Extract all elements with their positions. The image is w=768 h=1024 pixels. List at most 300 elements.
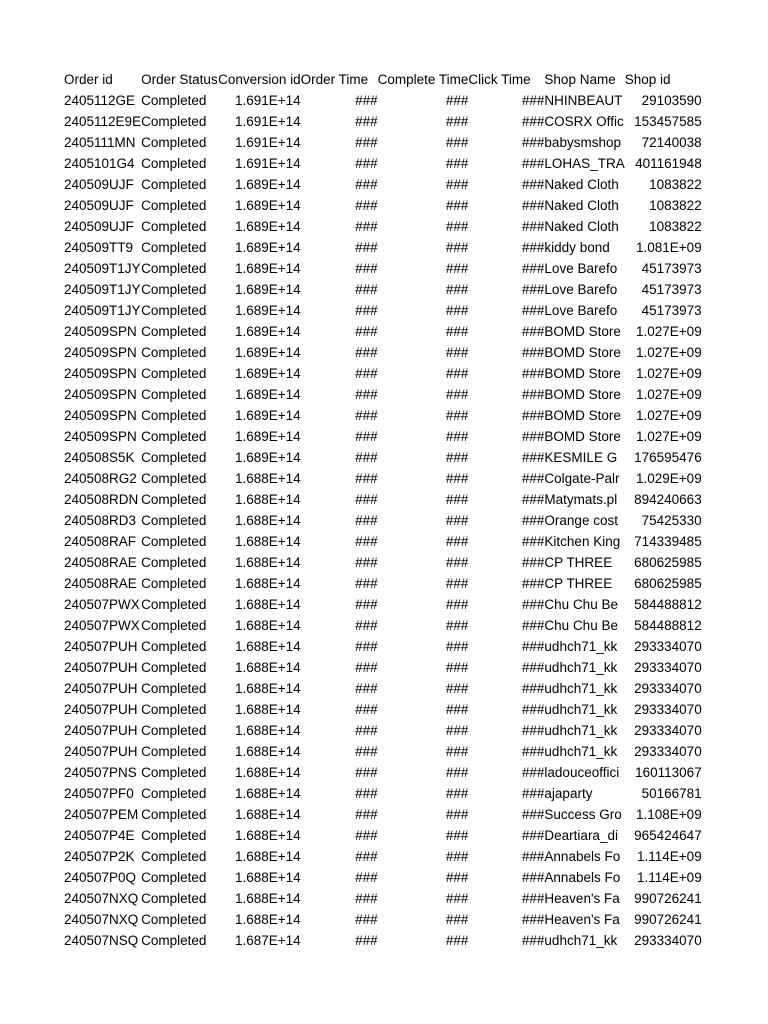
cell-conversion-id[interactable]: 1.688E+14 [234,597,301,612]
cell-complete-time[interactable]: ### [445,261,469,276]
cell-order-id[interactable]: 240508RDN [64,492,139,507]
cell-conversion-id[interactable]: 1.689E+14 [234,240,301,255]
cell-click-time[interactable]: ### [521,828,545,843]
cell-click-time[interactable]: ### [521,429,545,444]
cell-shop-id[interactable]: 1.027E+09 [636,387,702,402]
cell-order-status[interactable]: Completed [141,618,207,633]
cell-complete-time[interactable]: ### [445,240,469,255]
cell-complete-time[interactable]: ### [445,177,469,192]
cell-complete-time[interactable]: ### [445,450,469,465]
cell-shop-id[interactable]: 1.027E+09 [636,429,702,444]
cell-shop-id[interactable]: 176595476 [634,450,702,465]
cell-order-id[interactable]: 240509SPN [64,324,137,339]
cell-click-time[interactable]: ### [521,156,545,171]
cell-complete-time[interactable]: ### [445,702,469,717]
cell-shop-name[interactable]: Love Barefo [544,261,618,276]
cell-shop-name[interactable]: udhch71_kk [544,660,618,675]
cell-shop-id[interactable]: 45173973 [641,282,702,297]
cell-order-time[interactable]: ### [355,618,378,633]
cell-shop-name[interactable]: Naked Cloth [544,177,619,192]
cell-order-id[interactable]: 240509TT9 [64,240,134,255]
cell-shop-id[interactable]: 584488812 [634,597,702,612]
cell-order-status[interactable]: Completed [141,240,207,255]
cell-order-status[interactable]: Completed [141,534,207,549]
cell-complete-time[interactable]: ### [445,597,469,612]
cell-shop-id[interactable]: 1.027E+09 [636,366,702,381]
cell-order-time[interactable]: ### [355,282,378,297]
cell-order-time[interactable]: ### [355,870,378,885]
cell-shop-name[interactable]: Matymats.pl [544,492,618,507]
header-shop-id[interactable]: Shop id [624,72,671,87]
cell-shop-id[interactable]: 160113067 [635,765,702,780]
cell-order-status[interactable]: Completed [141,765,207,780]
cell-shop-id[interactable]: 1083822 [649,198,702,213]
cell-conversion-id[interactable]: 1.688E+14 [234,786,301,801]
cell-conversion-id[interactable]: 1.689E+14 [234,198,301,213]
cell-complete-time[interactable]: ### [445,198,469,213]
cell-shop-name[interactable]: udhch71_kk [544,744,618,759]
cell-order-status[interactable]: Completed [141,870,207,885]
cell-order-id[interactable]: 2405111MN [64,135,136,150]
cell-order-id[interactable]: 240509SPN [64,408,137,423]
cell-click-time[interactable]: ### [521,912,545,927]
cell-click-time[interactable]: ### [521,135,545,150]
cell-order-time[interactable]: ### [355,177,378,192]
cell-shop-id[interactable]: 293334070 [634,639,702,654]
cell-order-id[interactable]: 240507P4E [64,828,135,843]
cell-shop-id[interactable]: 72140038 [641,135,702,150]
cell-shop-id[interactable]: 153457585 [634,114,702,129]
cell-shop-id[interactable]: 50166781 [641,786,702,801]
cell-shop-name[interactable]: Colgate-Palr [544,471,620,486]
cell-conversion-id[interactable]: 1.689E+14 [234,408,301,423]
cell-order-status[interactable]: Completed [141,828,207,843]
cell-complete-time[interactable]: ### [445,303,469,318]
cell-order-time[interactable]: ### [355,219,378,234]
cell-order-time[interactable]: ### [355,912,378,927]
cell-shop-id[interactable]: 680625985 [634,555,702,570]
cell-order-time[interactable]: ### [355,702,378,717]
header-complete-time[interactable]: Complete Time [377,72,469,87]
cell-order-time[interactable]: ### [355,492,378,507]
cell-shop-name[interactable]: BOMD Store [544,408,621,423]
cell-order-status[interactable]: Completed [141,492,207,507]
cell-order-status[interactable]: Completed [141,597,207,612]
cell-shop-id[interactable]: 45173973 [641,303,702,318]
cell-shop-id[interactable]: 894240663 [634,492,702,507]
cell-shop-name[interactable]: CP THREE [544,576,613,591]
cell-complete-time[interactable]: ### [445,723,469,738]
cell-complete-time[interactable]: ### [445,345,469,360]
cell-conversion-id[interactable]: 1.689E+14 [234,261,301,276]
cell-order-id[interactable]: 240509T1JY [64,282,141,297]
cell-conversion-id[interactable]: 1.688E+14 [234,534,301,549]
cell-conversion-id[interactable]: 1.688E+14 [234,513,301,528]
cell-shop-name[interactable]: CP THREE [544,555,613,570]
cell-order-time[interactable]: ### [355,93,378,108]
cell-order-time[interactable]: ### [355,891,378,906]
cell-complete-time[interactable]: ### [445,492,469,507]
cell-click-time[interactable]: ### [521,219,545,234]
cell-conversion-id[interactable]: 1.688E+14 [234,723,301,738]
cell-complete-time[interactable]: ### [445,744,469,759]
cell-order-status[interactable]: Completed [141,198,207,213]
cell-shop-name[interactable]: BOMD Store [544,324,621,339]
cell-order-status[interactable]: Completed [141,513,207,528]
cell-order-status[interactable]: Completed [141,219,207,234]
cell-complete-time[interactable]: ### [445,387,469,402]
cell-order-status[interactable]: Completed [141,303,207,318]
header-order-id[interactable]: Order id [64,72,113,87]
cell-conversion-id[interactable]: 1.689E+14 [234,324,301,339]
cell-click-time[interactable]: ### [521,408,545,423]
cell-shop-id[interactable]: 1.027E+09 [636,324,702,339]
cell-order-time[interactable]: ### [355,576,378,591]
cell-shop-name[interactable]: BOMD Store [544,429,621,444]
cell-shop-name[interactable]: Annabels Fo [544,870,621,885]
cell-order-id[interactable]: 240507NSQ [64,933,139,948]
cell-shop-name[interactable]: BOMD Store [544,366,621,381]
cell-click-time[interactable]: ### [521,345,545,360]
cell-shop-name[interactable]: COSRX Offic [544,114,624,129]
cell-complete-time[interactable]: ### [445,786,469,801]
cell-order-status[interactable]: Completed [141,471,207,486]
cell-conversion-id[interactable]: 1.689E+14 [234,177,301,192]
cell-conversion-id[interactable]: 1.688E+14 [234,555,301,570]
cell-complete-time[interactable]: ### [445,618,469,633]
cell-order-time[interactable]: ### [355,156,378,171]
cell-order-id[interactable]: 240507PEM [64,807,139,822]
cell-order-id[interactable]: 240508RG2 [64,471,137,486]
cell-complete-time[interactable]: ### [445,660,469,675]
cell-order-status[interactable]: Completed [141,807,207,822]
cell-conversion-id[interactable]: 1.688E+14 [234,492,301,507]
header-order-time[interactable]: Order Time [300,72,369,87]
cell-order-time[interactable]: ### [355,240,378,255]
cell-shop-id[interactable]: 1.029E+09 [636,471,702,486]
cell-shop-id[interactable]: 680625985 [634,576,702,591]
cell-order-status[interactable]: Completed [141,114,207,129]
cell-shop-id[interactable]: 1.027E+09 [636,345,702,360]
cell-complete-time[interactable]: ### [445,807,469,822]
cell-order-id[interactable]: 240508S5K [64,450,135,465]
cell-order-id[interactable]: 240508RAE [64,576,137,591]
cell-shop-name[interactable]: KESMILE G [544,450,618,465]
cell-order-id[interactable]: 240509T1JY [64,303,141,318]
cell-order-id[interactable]: 240507PUH [64,639,138,654]
cell-shop-name[interactable]: Orange cost [544,513,618,528]
cell-shop-name[interactable]: Deartiara_di [544,828,618,843]
cell-shop-id[interactable]: 714339485 [634,534,702,549]
cell-shop-name[interactable]: udhch71_kk [544,723,618,738]
cell-click-time[interactable]: ### [521,324,545,339]
cell-order-time[interactable]: ### [355,366,378,381]
cell-order-id[interactable]: 240509UJF [64,219,134,234]
cell-shop-name[interactable]: Heaven's Fa [544,891,620,906]
cell-order-id[interactable]: 240509SPN [64,387,137,402]
cell-shop-id[interactable]: 965424647 [634,828,702,843]
cell-order-id[interactable]: 240507PWX [64,597,140,612]
cell-shop-id[interactable]: 293334070 [634,702,702,717]
cell-order-id[interactable]: 240507PNS [64,765,137,780]
cell-order-status[interactable]: Completed [141,282,207,297]
cell-shop-name[interactable]: Success Gro [544,807,622,822]
cell-order-id[interactable]: 240509SPN [64,429,137,444]
cell-order-time[interactable]: ### [355,681,378,696]
cell-complete-time[interactable]: ### [445,135,469,150]
cell-shop-name[interactable]: Love Barefo [544,282,618,297]
cell-complete-time[interactable]: ### [445,576,469,591]
cell-order-id[interactable]: 240508RD3 [64,513,137,528]
cell-complete-time[interactable]: ### [445,828,469,843]
cell-shop-id[interactable]: 1.027E+09 [636,408,702,423]
cell-conversion-id[interactable]: 1.689E+14 [234,387,301,402]
cell-order-id[interactable]: 240507NXQ [64,912,139,927]
cell-order-id[interactable]: 240507PUH [64,681,138,696]
cell-order-time[interactable]: ### [355,387,378,402]
cell-order-time[interactable]: ### [355,303,378,318]
cell-shop-name[interactable]: Annabels Fo [544,849,621,864]
cell-order-id[interactable]: 240507NXQ [64,891,139,906]
cell-shop-name[interactable]: Chu Chu Be [544,618,618,633]
cell-order-status[interactable]: Completed [141,177,207,192]
cell-complete-time[interactable]: ### [445,555,469,570]
cell-complete-time[interactable]: ### [445,534,469,549]
cell-click-time[interactable]: ### [521,366,545,381]
cell-order-time[interactable]: ### [355,933,378,948]
cell-shop-name[interactable]: udhch71_kk [544,681,618,696]
cell-order-time[interactable]: ### [355,408,378,423]
cell-click-time[interactable]: ### [521,723,545,738]
cell-order-status[interactable]: Completed [141,387,207,402]
cell-order-status[interactable]: Completed [141,786,207,801]
cell-order-status[interactable]: Completed [141,156,207,171]
cell-conversion-id[interactable]: 1.691E+14 [234,93,301,108]
cell-conversion-id[interactable]: 1.688E+14 [234,807,301,822]
cell-shop-name[interactable]: Kitchen King [544,534,621,549]
cell-complete-time[interactable]: ### [445,912,469,927]
cell-shop-id[interactable]: 293334070 [634,744,702,759]
cell-conversion-id[interactable]: 1.687E+14 [234,933,301,948]
cell-complete-time[interactable]: ### [445,471,469,486]
cell-order-id[interactable]: 240507P0Q [64,870,137,885]
cell-conversion-id[interactable]: 1.688E+14 [234,639,301,654]
cell-order-status[interactable]: Completed [141,849,207,864]
cell-order-id[interactable]: 240507PUH [64,723,138,738]
cell-click-time[interactable]: ### [521,576,545,591]
cell-click-time[interactable]: ### [521,681,545,696]
cell-click-time[interactable]: ### [521,282,545,297]
cell-order-time[interactable]: ### [355,324,378,339]
cell-click-time[interactable]: ### [521,492,545,507]
cell-order-time[interactable]: ### [355,513,378,528]
cell-click-time[interactable]: ### [521,471,545,486]
cell-click-time[interactable]: ### [521,534,545,549]
cell-order-time[interactable]: ### [355,198,378,213]
cell-click-time[interactable]: ### [521,765,545,780]
cell-shop-id[interactable]: 1.114E+09 [637,870,702,885]
cell-complete-time[interactable]: ### [445,366,469,381]
cell-click-time[interactable]: ### [521,891,545,906]
cell-click-time[interactable]: ### [521,93,545,108]
cell-click-time[interactable]: ### [521,849,545,864]
cell-order-time[interactable]: ### [355,429,378,444]
cell-complete-time[interactable]: ### [445,765,469,780]
cell-shop-name[interactable]: Love Barefo [544,303,618,318]
cell-order-id[interactable]: 240508RAE [64,555,137,570]
cell-order-time[interactable]: ### [355,660,378,675]
cell-shop-name[interactable]: Naked Cloth [544,219,619,234]
cell-shop-name[interactable]: Heaven's Fa [544,912,620,927]
cell-complete-time[interactable]: ### [445,408,469,423]
cell-shop-name[interactable]: ladouceoffici [544,765,620,780]
cell-conversion-id[interactable]: 1.689E+14 [234,303,301,318]
cell-order-id[interactable]: 240509UJF [64,198,134,213]
cell-conversion-id[interactable]: 1.689E+14 [234,429,301,444]
cell-order-time[interactable]: ### [355,345,378,360]
cell-conversion-id[interactable]: 1.689E+14 [234,282,301,297]
cell-complete-time[interactable]: ### [445,933,469,948]
cell-conversion-id[interactable]: 1.688E+14 [234,471,301,486]
cell-order-time[interactable]: ### [355,261,378,276]
cell-complete-time[interactable]: ### [445,156,469,171]
cell-shop-id[interactable]: 584488812 [634,618,702,633]
cell-conversion-id[interactable]: 1.688E+14 [234,618,301,633]
cell-order-id[interactable]: 240509UJF [64,177,134,192]
cell-click-time[interactable]: ### [521,660,545,675]
cell-conversion-id[interactable]: 1.688E+14 [234,765,301,780]
cell-shop-name[interactable]: udhch71_kk [544,639,618,654]
cell-order-status[interactable]: Completed [141,681,207,696]
cell-order-status[interactable]: Completed [141,345,207,360]
cell-order-status[interactable]: Completed [141,324,207,339]
cell-shop-id[interactable]: 45173973 [641,261,702,276]
cell-click-time[interactable]: ### [521,933,545,948]
cell-conversion-id[interactable]: 1.688E+14 [234,744,301,759]
cell-order-time[interactable]: ### [355,849,378,864]
cell-shop-id[interactable]: 401161948 [635,156,702,171]
cell-shop-id[interactable]: 1083822 [649,219,702,234]
cell-conversion-id[interactable]: 1.688E+14 [234,828,301,843]
cell-conversion-id[interactable]: 1.691E+14 [234,114,301,129]
cell-conversion-id[interactable]: 1.691E+14 [234,135,301,150]
cell-order-id[interactable]: 240509SPN [64,366,137,381]
cell-order-id[interactable]: 240507PWX [64,618,140,633]
cell-order-status[interactable]: Completed [141,93,207,108]
cell-order-status[interactable]: Completed [141,555,207,570]
cell-order-time[interactable]: ### [355,135,378,150]
cell-click-time[interactable]: ### [521,177,545,192]
cell-order-time[interactable]: ### [355,534,378,549]
cell-click-time[interactable]: ### [521,807,545,822]
cell-order-id[interactable]: 240509T1JY [64,261,141,276]
cell-order-status[interactable]: Completed [141,891,207,906]
cell-order-id[interactable]: 240507PF0 [64,786,134,801]
cell-conversion-id[interactable]: 1.688E+14 [234,576,301,591]
cell-conversion-id[interactable]: 1.689E+14 [234,219,301,234]
cell-shop-name[interactable]: NHINBEAUT [544,93,623,108]
cell-order-status[interactable]: Completed [141,135,207,150]
cell-order-status[interactable]: Completed [141,408,207,423]
cell-complete-time[interactable]: ### [445,282,469,297]
cell-shop-id[interactable]: 1083822 [649,177,702,192]
cell-shop-id[interactable]: 1.108E+09 [636,807,702,822]
cell-order-time[interactable]: ### [355,723,378,738]
cell-complete-time[interactable]: ### [445,891,469,906]
cell-shop-id[interactable]: 293334070 [634,660,702,675]
cell-click-time[interactable]: ### [521,744,545,759]
cell-order-time[interactable]: ### [355,114,378,129]
cell-shop-name[interactable]: ajaparty [544,786,593,801]
cell-complete-time[interactable]: ### [445,219,469,234]
cell-order-status[interactable]: Completed [141,933,207,948]
cell-conversion-id[interactable]: 1.689E+14 [234,366,301,381]
cell-click-time[interactable]: ### [521,786,545,801]
cell-order-status[interactable]: Completed [141,576,207,591]
cell-shop-name[interactable]: BOMD Store [544,387,621,402]
cell-shop-name[interactable]: BOMD Store [544,345,621,360]
cell-shop-id[interactable]: 293334070 [634,681,702,696]
cell-conversion-id[interactable]: 1.689E+14 [234,345,301,360]
cell-complete-time[interactable]: ### [445,324,469,339]
cell-order-id[interactable]: 2405101G4 [64,156,135,171]
cell-conversion-id[interactable]: 1.688E+14 [234,849,301,864]
cell-order-status[interactable]: Completed [141,429,207,444]
cell-order-time[interactable]: ### [355,828,378,843]
cell-order-id[interactable]: 240507PUH [64,660,138,675]
cell-shop-name[interactable]: Chu Chu Be [544,597,618,612]
cell-order-time[interactable]: ### [355,450,378,465]
cell-order-time[interactable]: ### [355,471,378,486]
cell-click-time[interactable]: ### [521,261,545,276]
header-click-time[interactable]: Click Time [468,72,531,87]
cell-click-time[interactable]: ### [521,198,545,213]
cell-order-time[interactable]: ### [355,765,378,780]
cell-order-time[interactable]: ### [355,744,378,759]
cell-complete-time[interactable]: ### [445,93,469,108]
cell-order-status[interactable]: Completed [141,261,207,276]
header-shop-name[interactable]: Shop Name [544,72,616,87]
cell-order-status[interactable]: Completed [141,912,207,927]
cell-click-time[interactable]: ### [521,555,545,570]
cell-shop-id[interactable]: 75425330 [641,513,702,528]
cell-click-time[interactable]: ### [521,513,545,528]
cell-click-time[interactable]: ### [521,114,545,129]
cell-shop-id[interactable]: 990726241 [634,891,702,906]
cell-shop-name[interactable]: LOHAS_TRA [544,156,625,171]
cell-complete-time[interactable]: ### [445,639,469,654]
cell-complete-time[interactable]: ### [445,114,469,129]
cell-order-id[interactable]: 240509SPN [64,345,137,360]
header-order-status[interactable]: Order Status [141,72,218,87]
cell-click-time[interactable]: ### [521,240,545,255]
cell-shop-id[interactable]: 29103590 [641,93,702,108]
cell-order-time[interactable]: ### [355,786,378,801]
cell-click-time[interactable]: ### [521,303,545,318]
cell-shop-name[interactable]: udhch71_kk [544,702,618,717]
cell-shop-id[interactable]: 293334070 [634,723,702,738]
cell-shop-name[interactable]: Naked Cloth [544,198,619,213]
cell-click-time[interactable]: ### [521,450,545,465]
cell-shop-id[interactable]: 990726241 [634,912,702,927]
cell-conversion-id[interactable]: 1.688E+14 [234,912,301,927]
cell-order-time[interactable]: ### [355,597,378,612]
cell-click-time[interactable]: ### [521,702,545,717]
cell-order-status[interactable]: Completed [141,723,207,738]
cell-order-id[interactable]: 240507P2K [64,849,135,864]
cell-order-status[interactable]: Completed [141,660,207,675]
cell-order-time[interactable]: ### [355,639,378,654]
